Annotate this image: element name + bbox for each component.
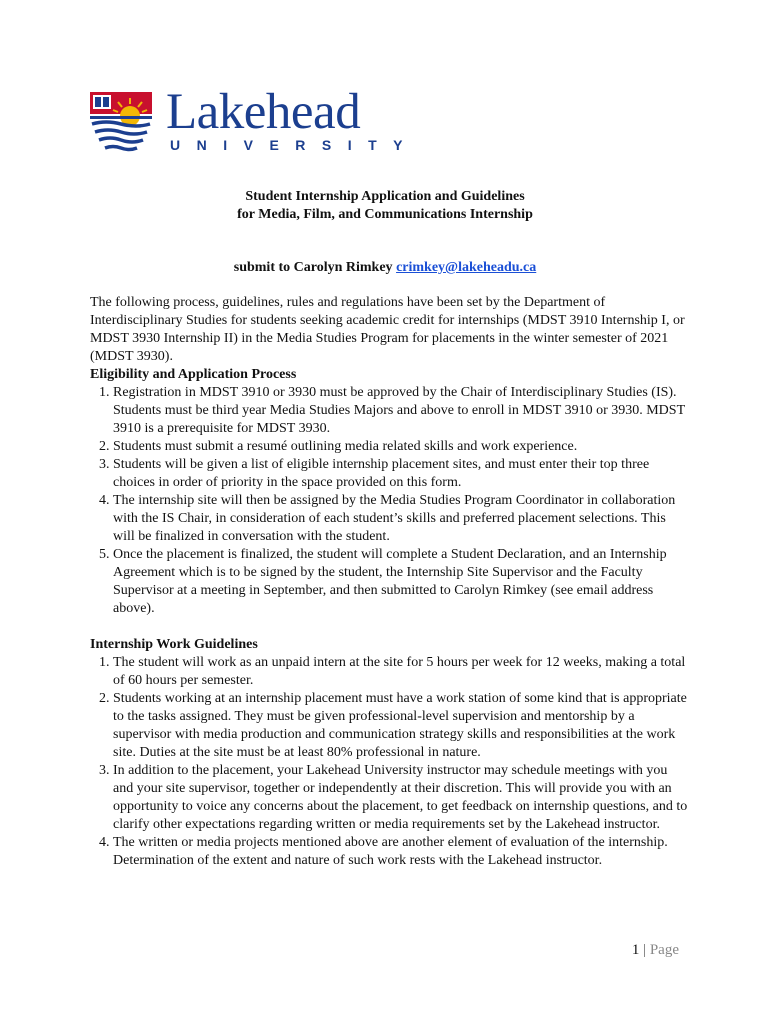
document-body	[90, 294, 690, 870]
list-item: 3. Students will be given a list of eligible internship placement sites, and must enter their top three choices in order of priority in the space provided on this form.	[113, 456, 690, 492]
section-heading-eligibility: Eligibility and Application Process	[90, 367, 297, 382]
submit-prefix: submit to Carolyn Rimkey	[233, 260, 393, 275]
logo-subtitle: UNIVERSITY	[170, 137, 420, 153]
submit-line	[0, 260, 770, 276]
document-title-line2: for Media, Film, and Communications Internship	[237, 207, 533, 222]
list-item: 1. Registration in MDST 3910 or 3930 must be approved by the Chair of Interdisciplinary Studies (IS). Students must be third year Media Studies Majors and above to enroll in MDST 3910 or 3930. MDST 3910 is a prerequisite for MDST 3930.	[113, 384, 690, 438]
list-item: 1. The student will work as an unpaid intern at the site for 5 hours per week for 12 weeks, making a total of 60 hours per semester.	[113, 654, 690, 690]
logo-wordmark: Lakehead	[166, 84, 361, 140]
page-label: Page	[649, 942, 679, 958]
eligibility-list	[90, 384, 690, 618]
page-number: 1	[631, 942, 640, 958]
list-item: 3. In addition to the placement, your Lakehead University instructor may schedule meetings with you and your site supervisor, together or independently at their discretion. This will provide you with an opportunity to voice any concerns about the placement, to get feedback on internship questions, and to clarify other expectations regarding written or media requirements set by the Lakehead instructor.	[113, 762, 690, 834]
list-item: 5. Once the placement is finalized, the student will complete a Student Declaration, and an Internship Agreement which is to be signed by the student, the Internship Site Supervisor and the Faculty Supervisor at a meeting in September, and then submitted to Carolyn Rimkey (see email address above).	[113, 546, 690, 618]
list-item: 4. The written or media projects mentioned above are another element of evaluation of the internship. Determination of the extent and nature of such work rests with the Lakehead instructor.	[113, 834, 690, 870]
page-footer	[632, 942, 679, 959]
lakehead-crest-icon	[90, 92, 152, 154]
list-item: 4. The internship site will then be assigned by the Media Studies Program Coordinator in collaboration with the IS Chair, in consideration of each student’s skills and preferred placement selections. This will be finalized in conversation with the student.	[113, 492, 690, 546]
email-link[interactable]: crimkey@lakeheadu.ca	[396, 260, 537, 275]
page-separator: |	[643, 942, 647, 958]
intro-paragraph: The following process, guidelines, rules and regulations have been set by the Department of Interdisciplinary Studies for students seeking academic credit for internships (MDST 3910 Internship I, or MDST 3930 Internship II) in the Media Studies Program for placements in the winter semester of 2021 (MDST 3930).	[90, 295, 685, 364]
list-item: 2. Students must submit a resumé outlining media related skills and work experience.	[113, 438, 690, 456]
section-heading-work-guidelines: Internship Work Guidelines	[90, 637, 258, 652]
document-title-line1: Student Internship Application and Guidelines	[245, 189, 525, 204]
work-guidelines-list	[90, 654, 690, 870]
list-item: 2. Students working at an internship placement must have a work station of some kind that is appropriate to the tasks assigned. They must be given professional-level supervision and mentorship by a supervisor with media production and communication strategy skills and responsibilities at the work site. Duties at the site must be at least 80% professional in nature.	[113, 690, 690, 762]
